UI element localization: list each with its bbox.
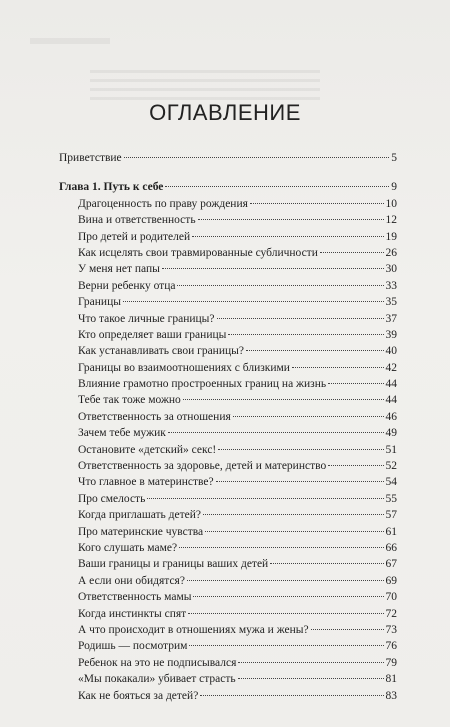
toc-entry (59, 229, 397, 245)
toc-entry (59, 491, 397, 507)
toc-entry (59, 376, 397, 392)
toc-entry-label: Про смелость (78, 492, 146, 505)
toc-entry-page: 30 (385, 263, 397, 276)
toc-entry (59, 622, 397, 638)
bleed-through-text (30, 38, 110, 44)
toc-entry (59, 573, 397, 589)
dot-leader (238, 678, 384, 679)
dot-leader (328, 465, 383, 466)
toc-entry-label: Ответственность за здоровье, детей и материнство (78, 460, 327, 473)
toc-entry (59, 311, 397, 327)
toc-entry-page: 37 (385, 312, 397, 325)
toc-entry-label: Влияние грамотно простроенных границ на жизнь (78, 378, 327, 391)
toc-entry-page: 72 (385, 607, 397, 620)
toc-entry-label: Ваши границы и границы ваших детей (78, 558, 269, 571)
toc-entry-page: 55 (385, 492, 397, 505)
toc-entry-page: 54 (385, 476, 397, 489)
toc-entry (59, 540, 397, 556)
toc-entry (59, 245, 397, 261)
toc-entry-label: Про детей и родителей (78, 230, 191, 243)
toc-entry-page: 10 (385, 197, 397, 210)
toc-entry-label: Как исцелять свои травмированные субличности (78, 246, 318, 259)
toc-entry (59, 474, 397, 490)
toc-chapter-heading (59, 179, 397, 195)
toc-entry-page: 83 (385, 689, 397, 702)
toc-entry-page: 69 (385, 574, 397, 587)
dot-leader (200, 695, 383, 696)
toc-entry-page: 39 (385, 328, 397, 341)
toc-entry-label: Родишь — посмотрим (78, 640, 188, 653)
toc-entry-page: 73 (385, 623, 397, 636)
toc-entry-page: 33 (385, 279, 397, 292)
page-title: ОГЛАВЛЕНИЕ (149, 100, 301, 125)
toc-entry-page: 44 (385, 394, 397, 407)
toc-entry-label: Границы во взаимоотношениях с близкими (78, 361, 290, 374)
toc-entry-page: 42 (385, 361, 397, 374)
dot-leader (124, 157, 390, 158)
toc-entry-page: 52 (385, 460, 397, 473)
toc-entry-label: Вина и ответственность (78, 214, 196, 227)
dot-leader (203, 514, 383, 515)
dot-leader (165, 186, 389, 187)
toc-entry-page: 49 (385, 427, 397, 440)
toc-entry (59, 556, 397, 572)
toc-entry-label: А если они обидятся? (78, 574, 185, 587)
dot-leader (228, 334, 383, 335)
toc-entry (59, 589, 397, 605)
toc-entry (59, 507, 397, 523)
dot-leader (187, 580, 384, 581)
toc-entry (59, 409, 397, 425)
dot-leader (162, 268, 384, 269)
dot-leader (147, 498, 383, 499)
toc-entry (59, 442, 397, 458)
dot-leader (205, 531, 383, 532)
toc-entry (59, 343, 397, 359)
toc-entry (59, 392, 397, 408)
dot-leader (216, 481, 384, 482)
dot-leader (193, 596, 383, 597)
toc-entry-page: 19 (385, 230, 397, 243)
toc-entry-label: Когда приглашать детей? (78, 509, 202, 522)
toc-entry-label: А что происходит в отношениях мужа и жены? (78, 623, 309, 636)
dot-leader (188, 613, 383, 614)
dot-leader (292, 367, 384, 368)
toc-entry-page: 44 (385, 378, 397, 391)
toc-entry (59, 278, 397, 294)
toc-entry-page: 26 (385, 246, 397, 259)
toc-entry (59, 688, 397, 704)
dot-leader (218, 449, 383, 450)
toc-entry (59, 638, 397, 654)
dot-leader (168, 432, 384, 433)
toc-entry-label: Ответственность за отношения (78, 410, 231, 423)
toc-entry-page: 35 (385, 296, 397, 309)
toc-entry (59, 196, 397, 212)
toc-chapter-label: Глава 1. Путь к себе (59, 181, 164, 194)
toc-entry-label: Зачем тебе мужик (78, 427, 166, 440)
dot-leader (192, 236, 383, 237)
dot-leader (246, 350, 384, 351)
dot-leader (123, 301, 384, 302)
dot-leader (183, 399, 384, 400)
toc-entry-label: Как устанавливать свои границы? (78, 345, 244, 358)
toc-entry-page: 76 (385, 640, 397, 653)
dot-leader (238, 662, 383, 663)
dot-leader (311, 629, 384, 630)
toc-entry-label: Драгоценность по праву рождения (78, 197, 248, 210)
toc-entry-label: Ребенок на это не подписывался (78, 656, 237, 669)
dot-leader (189, 645, 383, 646)
toc-entry (59, 671, 397, 687)
toc-entry-label: Кого слушать маме? (78, 541, 178, 554)
toc-entry-label: Границы (78, 296, 121, 309)
toc-entry-page: 5 (391, 152, 397, 164)
toc-entry-label: Приветствие (59, 152, 122, 164)
dot-leader (198, 219, 384, 220)
toc-entry-label: Ответственность мамы (78, 591, 192, 604)
bleed-through-text (90, 70, 320, 100)
toc-entry-label: Тебе так тоже можно (78, 394, 181, 407)
toc-entry-page: 61 (385, 525, 397, 538)
toc-entry-page: 67 (385, 558, 397, 571)
toc-entry (59, 327, 397, 343)
toc-entry-label: «Мы покакали» убивает страсть (78, 673, 236, 686)
toc-entry-page: 51 (385, 443, 397, 456)
dot-leader (217, 318, 384, 319)
toc-entry-page: 57 (385, 509, 397, 522)
toc-entry-label: Про материнские чувства (78, 525, 204, 538)
toc-entry (59, 655, 397, 671)
toc-entry (59, 524, 397, 540)
toc-entry-label: Как не бояться за детей? (78, 689, 199, 702)
dot-leader (328, 383, 383, 384)
toc-entry-label: Когда инстинкты спят (78, 607, 187, 620)
toc-entry (59, 458, 397, 474)
toc-chapter-page: 9 (391, 181, 397, 194)
toc-entry-intro (59, 150, 397, 166)
toc-entry-label: Кто определяет ваши границы (78, 328, 227, 341)
toc-entry-label: Что главное в материнстве? (78, 476, 214, 489)
toc-entry-page: 12 (385, 214, 397, 227)
toc-entry-label: Остановите «детский» секс! (78, 443, 217, 456)
toc-entry (59, 261, 397, 277)
toc-entry (59, 294, 397, 310)
toc-entry-page: 81 (385, 673, 397, 686)
spacer (59, 166, 397, 179)
toc-entry-page: 70 (385, 591, 397, 604)
toc-entry (59, 360, 397, 376)
dot-leader (320, 252, 384, 253)
dot-leader (250, 203, 384, 204)
dot-leader (179, 547, 383, 548)
dot-leader (270, 563, 383, 564)
toc-entry-label: Верни ребенку отца (78, 279, 176, 292)
toc-entry-label: Что такое личные границы? (78, 312, 215, 325)
toc-entry-page: 40 (385, 345, 397, 358)
toc-entry-label: У меня нет папы (78, 263, 160, 276)
toc-entry-page: 46 (385, 410, 397, 423)
table-of-contents (59, 150, 397, 704)
toc-entry-page: 66 (385, 541, 397, 554)
dot-leader (177, 285, 383, 286)
toc-entries (59, 196, 397, 704)
toc-entry (59, 212, 397, 228)
dot-leader (233, 416, 384, 417)
toc-entry-page: 79 (385, 656, 397, 669)
toc-entry (59, 606, 397, 622)
toc-entry (59, 425, 397, 441)
